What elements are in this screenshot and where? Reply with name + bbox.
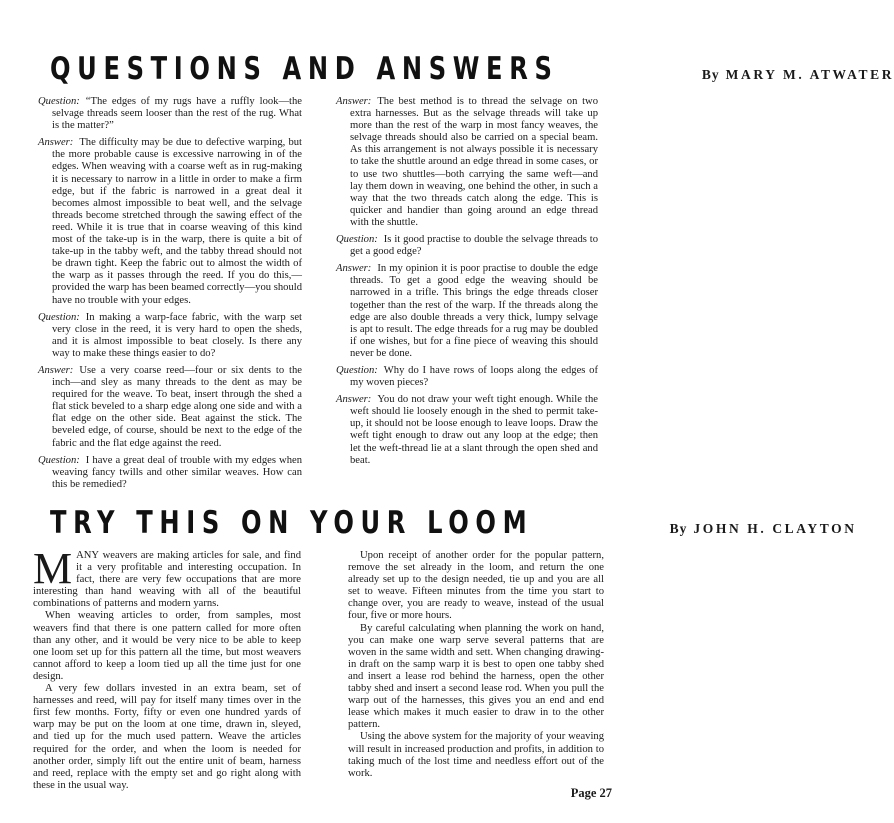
loom-left-column [33,544,301,792]
entry-text: Use a very coarse reed—four or six dents to the inch—and sley as many threads to the dent as may be required for the weave. To beat, insert through the shed a flat stick beveled to a sharp edge along one side and with a flat edge on the other side. Beat against the stick. The beveled edge, of course, should be next to the edge of the fabric and the flat edge against the reed. [52,364,302,449]
qa-byline-name: MARY M. ATWATER [725,67,894,82]
loom-paragraph: When weaving articles to order, from samples, most weavers find that there is one pattern called for more often than any other, and it would be very nice to be able to keep one loom set up for this pattern all the time, but most weavers cannot afford to keep a loom tied up all the time just for one design. [33,610,301,682]
loom-paragraph: Upon receipt of another order for the popular pattern, remove the set already in the loom, and return the one already set up to the design needed, tie up and you are all set to weave. Fifteen minutes from the time you start to change over, you are ready to weave, instead of the usual four, five or more hours. [348,550,604,622]
loom-title: TRY THIS ON YOUR LOOM [50,505,534,541]
question-label: Question: [38,96,80,107]
answer-label: Answer: [38,137,74,149]
question-label: Question: [38,311,80,323]
loom-header [50,505,857,541]
answer-label: Answer: [336,96,372,107]
answer-entry [38,365,302,450]
entry-text: “The edges of my rugs have a ruffly look—the selvage threads seem looser than the rest of the rug. What is the matter?” [52,96,302,132]
lead-word: ANY [76,550,100,561]
entry-text: The difficulty may be due to defective warping, but the more probable cause is excessive narrowing in of the edges. When weaving with a coarse weft as in rug-making it is necessary to narrow in a little in order to make a firm edge, but if the fabric is narrowed in a great deal it becomes almost impossible to beat well, and the selvage threads become stretched through the sawing effect of the reed. While it is true that in coarse weaving of this kind most of the take-up is in the warp, there is quite a bit of take-up in the tabby weft, and the tabby thread should not be drawn tight. Keep the fabric out to almost the width of the warp as it passes through the reed. If you do this,—provided the warp has been beamed correctly—you should have no trouble with your edges. [52,137,302,306]
entry-text: In making a warp-face fabric, with the warp set very close in the reed, it is very hard to open the sheds, and it is almost impossible to beat closely. Is there any way to make these things easier to do? [52,311,302,359]
question-entry [38,455,302,491]
qa-header [50,51,894,87]
loom-paragraph: A very few dollars invested in an extra beam, set of harnesses and reed, will pay for itself many times over in the first few months. Forty, fifty or even one hundred yards of warp may be put on the loom at one time, drawn in, sleyed, and tied up for the much used pattern. Weave the articles required for the order, and when the loom is needed for another order, simply lift out the entire unit of beam, harness and reed, replace with the empty set and go right along with these in the usual way. [33,683,301,791]
answer-entry [38,137,302,306]
answer-label: Answer: [336,394,372,406]
drop-cap: M [33,544,73,593]
question-label: Question: [336,364,378,376]
qa-byline [702,67,894,83]
qa-byline-by: By [701,67,720,82]
loom-paragraph: Using the above system for the majority of your weaving will result in increased production and profits, in addition to taking much of the lost time and needless effort out of the work. [348,731,604,779]
loom-byline-name: JOHN H. CLAYTON [693,521,857,536]
answer-entry [336,96,598,229]
entry-text: I have a great deal of trouble with my edges when weaving fancy twills and other similar weaves. How can this be remedied? [52,454,302,490]
question-entry [336,234,598,258]
answer-label: Answer: [336,263,372,275]
loom-paragraph [33,544,301,610]
entry-text: The best method is to thread the selvage on two extra harnesses. But as the selvage threads will take up more than the rest of the warp in most fancy weaves, the selvage threads should also be carried on a special beam. As this arrangement is not always possible it is necessary to take the shuttle around an edge thread in some cases, or to use two shuttles—both carrying the same weft—and lay them down in weaving, one behind the other, in such a way that the two threads catch along the edge. This is quicker and handier than going around an edge thread with the shuttle. [350,96,598,228]
question-entry [38,96,302,132]
question-entry [38,312,302,360]
question-entry [336,365,598,389]
entry-text: Why do I have rows of loops along the edges of my woven pieces? [350,364,598,389]
question-label: Question: [38,454,80,466]
entry-text: Is it good practise to double the selvage threads to get a good edge? [350,234,598,258]
loom-right-column [348,550,604,780]
loom-paragraph-text: weavers are making articles for sale, and find it a very profitable and interesting occupation. In fact, there are very few occupations that are more interesting than hand weaving with all of the beautiful combinations of patterns and modern yarns. [33,550,301,610]
loom-paragraph: By careful calculating when planning the work on hand, you can make one warp serve several patterns that are woven in the same width and sett. When changing drawing-in draft on the samp warp it is best to open one tabby shed and insert a lease rod behind the harness, open the other tabby shed and insert a second lease rod. When you pull the warp out of the harnesses, this gives you an end and end lease which makes it much easier to draw in to the other pattern. [348,622,604,731]
qa-title: QUESTIONS AND ANSWERS [50,51,559,87]
question-label: Question: [336,234,378,246]
qa-left-column [38,96,302,496]
qa-right-column [336,96,598,472]
entry-text: You do not draw your weft tight enough. While the weft should lie loosely enough in the shed to permit take-up, it should not be loose enough to leave loops. Draw the weft tight enough to draw out any loop at the edge; then let the weft-thread lie at a slant through the open shed and beat. [350,394,598,466]
answer-label: Answer: [38,364,74,376]
answer-entry [336,394,598,467]
loom-byline [670,521,857,537]
page-number: Page 27 [570,786,612,800]
loom-byline-by: By [669,521,688,536]
entry-text: In my opinion it is poor practise to double the edge threads. To get a good edge the weaving should be narrowed in a trifle. This brings the edge threads closer together than the rest of the warp. If the threads along the edge are also double threads a very thick, lumpy selvage is apt to result. The edge threads for a rug may be doubled if one wishes, but for a fine piece of weaving this should never be done. [350,263,598,359]
answer-entry [336,263,598,360]
